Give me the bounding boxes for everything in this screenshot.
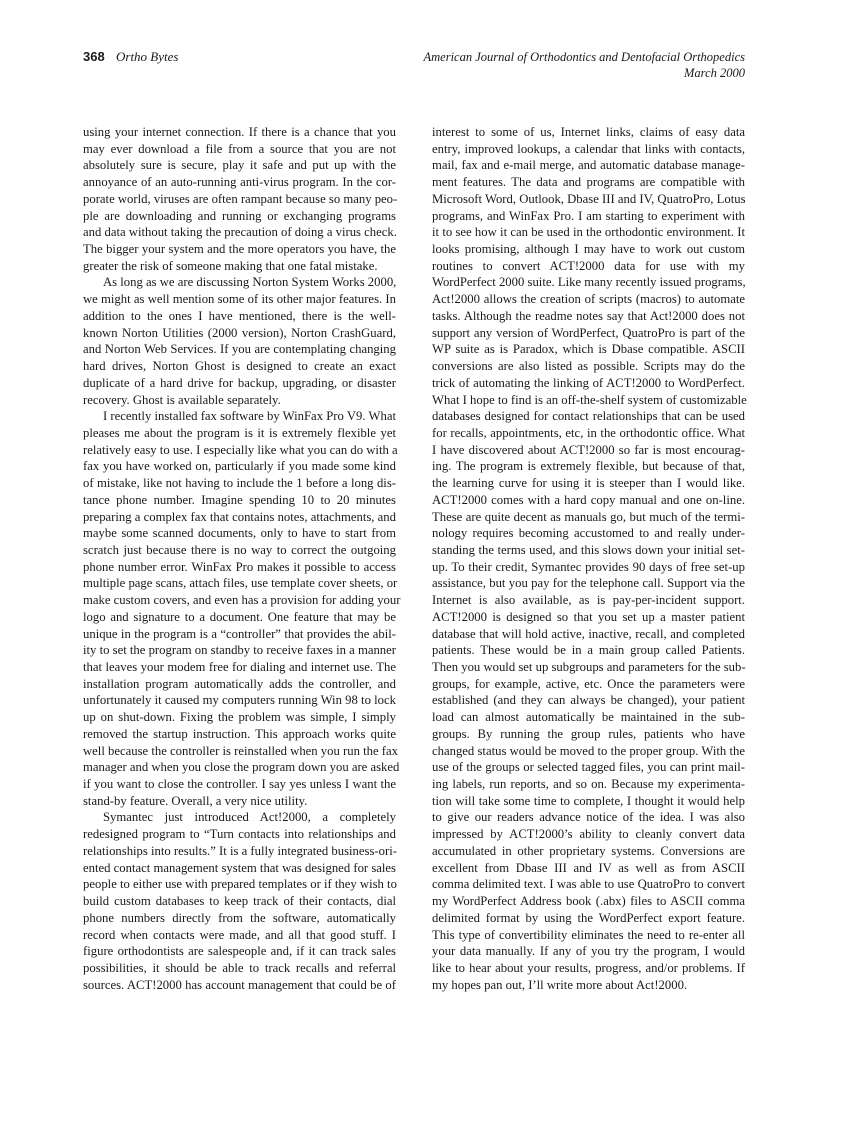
text-line: database that will hold active, inactive, recall, and completed — [432, 626, 745, 641]
text-line: tance phone number. Imagine spending 10 to 20 minutes — [83, 492, 396, 507]
text-line: hard drives, Norton Ghost is designed to create an exact — [83, 359, 396, 374]
text-line: standing the terms used, and this slows down your initial set- — [432, 542, 745, 557]
text-line: for recalls, appointments, etc, in the orthodontic office. What — [432, 425, 745, 440]
text-line: These are quite decent as manuals go, but much of the termi- — [432, 509, 745, 524]
text-line: maybe some scanned documents, only to have to start from — [83, 526, 396, 541]
text-line: ACT!2000 is designed so that you set up a master patient — [432, 609, 745, 624]
text-line: comma delimited text. I was able to use QuatroPro to convert — [432, 877, 745, 892]
text-line: known Norton Utilities (2000 version), Norton CrashGuard, — [83, 325, 396, 340]
issue-date: March 2000 — [684, 66, 745, 80]
text-line: relationships into results.” It is a fully integrated business-ori- — [83, 843, 397, 858]
text-line: databases designed for contact relationships that can be used — [432, 409, 745, 424]
text-line: that leaves your modem free for dialing and internet use. The — [83, 660, 396, 674]
text-line: groups, for example, active, etc. Once the parameters were — [432, 676, 745, 691]
text-line: This type of convertibility eliminates the need to re-enter all — [432, 927, 745, 942]
text-line: multiple page scans, attach files, use template cover sheets, or — [83, 576, 398, 591]
text-line: greater the risk of someone making that one fatal mistake. — [83, 258, 378, 273]
text-line: to give our readers advance notice of the idea. I was also — [432, 810, 745, 825]
text-line: Internet is also available, as is pay-per-incident support. — [432, 593, 745, 608]
text-line: ACT!2000 comes with a hard copy manual and one on-line. — [432, 492, 745, 507]
text-line: it to see how it can be used in the orthodontic environment. It — [432, 225, 745, 240]
text-line: duplicate of a hard drive for backup, upgrading, or disaster — [83, 375, 396, 390]
text-line: excellent from Dbase III and IV as well as from ASCII — [432, 860, 745, 875]
text-line: may ever download a file from a source that you are not — [83, 141, 396, 156]
journal-title: American Journal of Orthodontics and Dentofacial Orthopedics — [423, 50, 745, 64]
text-line: build custom databases to keep track of their contacts, dial — [83, 894, 396, 909]
text-line: unique in the program is a “controller” that provides the abil- — [83, 626, 396, 641]
text-line: removed the startup instruction. This approach works quite — [83, 726, 396, 741]
text-line: Act!2000 allows the creation of scripts (macros) to automate — [432, 292, 745, 307]
left-column — [83, 124, 401, 993]
paragraph — [83, 124, 396, 274]
text-line: up. To their credit, Symantec provides 90 days of free set-up — [432, 559, 745, 574]
text-line: support any version of WordPerfect, QuatroPro is part of the — [432, 325, 745, 340]
text-line: Microsoft Word, Outlook, Dbase III and IV, QuatroPro, Lotus — [432, 191, 746, 206]
text-line: nology requires becoming accustomed to and really under- — [432, 526, 745, 541]
text-line: sources. ACT!2000 has account management that could be of — [83, 977, 396, 992]
text-line: people to either use with prepared templates or if they wish to — [83, 877, 397, 892]
text-line: WordPerfect 2000 suite. Like many recently issued programs, — [432, 275, 746, 290]
text-line: using your internet connection. If there is a chance that you — [83, 125, 396, 139]
page-number: 368 — [83, 49, 105, 64]
text-line: we might as well mention some of its other major features. In — [83, 292, 396, 307]
text-line: delimited format by using the WordPerfect export feature. — [432, 910, 745, 925]
text-line: ity to set the program on standby to receive faxes in a manner — [83, 643, 396, 658]
text-line: recovery. Ghost is available separately. — [83, 392, 281, 407]
text-line: and data without taking the precaution of doing a virus check. — [83, 225, 397, 240]
text-line: absolutely sure is secure, play it safe and put up with the — [83, 158, 396, 173]
text-line: interest to some of us, Internet links, claims of easy data — [432, 125, 745, 139]
paragraph — [83, 408, 401, 809]
text-line: tasks. Although the readme notes say that Act!2000 does not — [432, 308, 745, 323]
text-line: looks promising, although I may have to work out custom — [432, 242, 745, 257]
text-line: fax you have worked on, particularly if you made some kind — [83, 459, 396, 474]
text-line: What I hope to find is an off-the-shelf system of customizable — [432, 392, 747, 407]
text-line: load can almost automatically be maintained in the sub- — [432, 710, 745, 725]
text-line: trick of automating the linking of ACT!2000 to WordPerfect. — [432, 375, 745, 390]
section-title: Ortho Bytes — [116, 49, 179, 64]
text-line: Symantec just introduced Act!2000, a completely — [103, 810, 396, 825]
text-line: logo and signature to a document. One feature that may be — [83, 609, 396, 624]
text-line: routines to convert ACT!2000 data for use with my — [432, 258, 745, 273]
text-line: make custom covers, and even has a provision for adding your — [83, 593, 401, 608]
text-line: ented contact management system that was designed for sales — [83, 860, 396, 875]
text-line: and Norton Web Services. If you are contemplating changing — [83, 342, 396, 357]
text-line: my hopes pan out, I’ll write more about Act!2000. — [432, 977, 688, 992]
text-line: groups. By running the group rules, patients who have — [432, 726, 745, 741]
text-line: well because the controller is reinstalled when you run the fax — [83, 743, 398, 758]
text-line: Then you would set up subgroups and parameters for the sub- — [432, 660, 746, 674]
text-line: record when contacts were made, and all that good stuff. I — [83, 927, 396, 942]
right-column — [432, 124, 745, 993]
text-line: annoyance of an auto-running anti-virus program. In the cor- — [83, 175, 396, 190]
text-line: pleases me about the program is it is extremely flexible yet — [83, 425, 396, 440]
text-line: ing. The program is extremely flexible, but because of that, — [432, 459, 745, 474]
text-line: impressed by ACT!2000’s ability to cleanly convert data — [432, 827, 745, 842]
paragraph — [83, 809, 396, 993]
text-line: like to hear about your results, progress, and/or problems. If — [432, 960, 745, 975]
text-line: your data manually. If any of you try the program, I would — [432, 944, 745, 959]
text-line: phone number error. WinFax Pro makes it possible to access — [83, 559, 396, 574]
text-line: possibilities, it should be able to track recalls and referral — [83, 960, 396, 975]
text-line: figure orthodontists are salespeople and, if it can track sales — [83, 944, 396, 959]
text-line: my WordPerfect Address book (.abx) files to ASCII comma — [432, 894, 745, 909]
text-line: assistance, but you pay for the telephone call. Support via the — [432, 576, 745, 591]
text-line: As long as we are discussing Norton System Works 2000, — [103, 275, 397, 290]
text-line: installation program automatically adds the controller, and — [83, 676, 396, 691]
paragraph — [432, 124, 745, 993]
text-line: unfortunately it caused my computers running Win 98 to lock — [83, 693, 396, 708]
text-line: ment features. The data and programs are compatible with — [432, 175, 745, 190]
text-line: up on shut-down. Fixing the problem was simple, I simply — [83, 710, 396, 725]
text-line: the learning curve for using it is steeper than I would like. — [432, 476, 745, 491]
text-line: I recently installed fax software by WinFax Pro V9. What — [103, 409, 396, 424]
text-line: programs, and WinFax Pro. I am starting to experiment with — [432, 208, 745, 223]
text-line: use of the groups or selected tagged files, you can print mail- — [432, 760, 745, 775]
text-line: if you want to close the controller. I say yes unless I want the — [83, 777, 396, 792]
text-line: preparing a complex fax that contains notes, attachments, and — [83, 509, 396, 524]
text-line: I have discovered about ACT!2000 so far is most encourag- — [432, 442, 745, 457]
text-line: tion will take some time to complete, I thought it would help — [432, 793, 745, 808]
text-line: WP suite as is Paradox, which is Dbase compatible. ASCII — [432, 342, 745, 357]
text-line: accumulated in other proprietary systems. Conversions are — [432, 843, 745, 858]
text-line: stand-by feature. Overall, a very nice utility. — [83, 793, 308, 808]
text-line: established (and they can always be changed), your patient — [432, 693, 745, 708]
text-line: phone numbers directly from the software, automatically — [83, 910, 396, 925]
text-line: scratch just because there is no way to correct the outgoing — [83, 542, 396, 557]
text-line: patients. These would be in a main group called Patients. — [432, 643, 745, 658]
text-line: mail, fax and e-mail merge, and automatic database manage- — [432, 158, 745, 173]
text-line: relatively easy to use. I especially like what you can do with a — [83, 442, 398, 457]
text-line: addition to the ones I have mentioned, there is the well- — [83, 308, 396, 323]
text-line: ing labels, run reports, and so on. Because my experimenta- — [432, 777, 745, 792]
text-line: changed status would be moved to the proper group. With the — [432, 743, 745, 758]
paragraph — [83, 274, 396, 408]
text-line: of mistake, like not having to include the 1 before a long dis- — [83, 476, 396, 491]
text-line: entry, improved lookups, a calendar that links with contacts, — [432, 141, 745, 156]
text-line: conversions are also listed as possible. Scripts may do the — [432, 359, 745, 374]
text-line: porate world, viruses are often rampant because so many peo- — [83, 191, 398, 206]
text-line: ple are downloading and running or exchanging programs — [83, 208, 396, 223]
text-line: The bigger your system and the more operators you have, the — [83, 242, 396, 257]
text-line: redesigned program to “Turn contacts into relationships and — [83, 827, 396, 842]
text-line: manager and when you close the program down you are asked — [83, 760, 400, 775]
running-header — [424, 49, 746, 81]
